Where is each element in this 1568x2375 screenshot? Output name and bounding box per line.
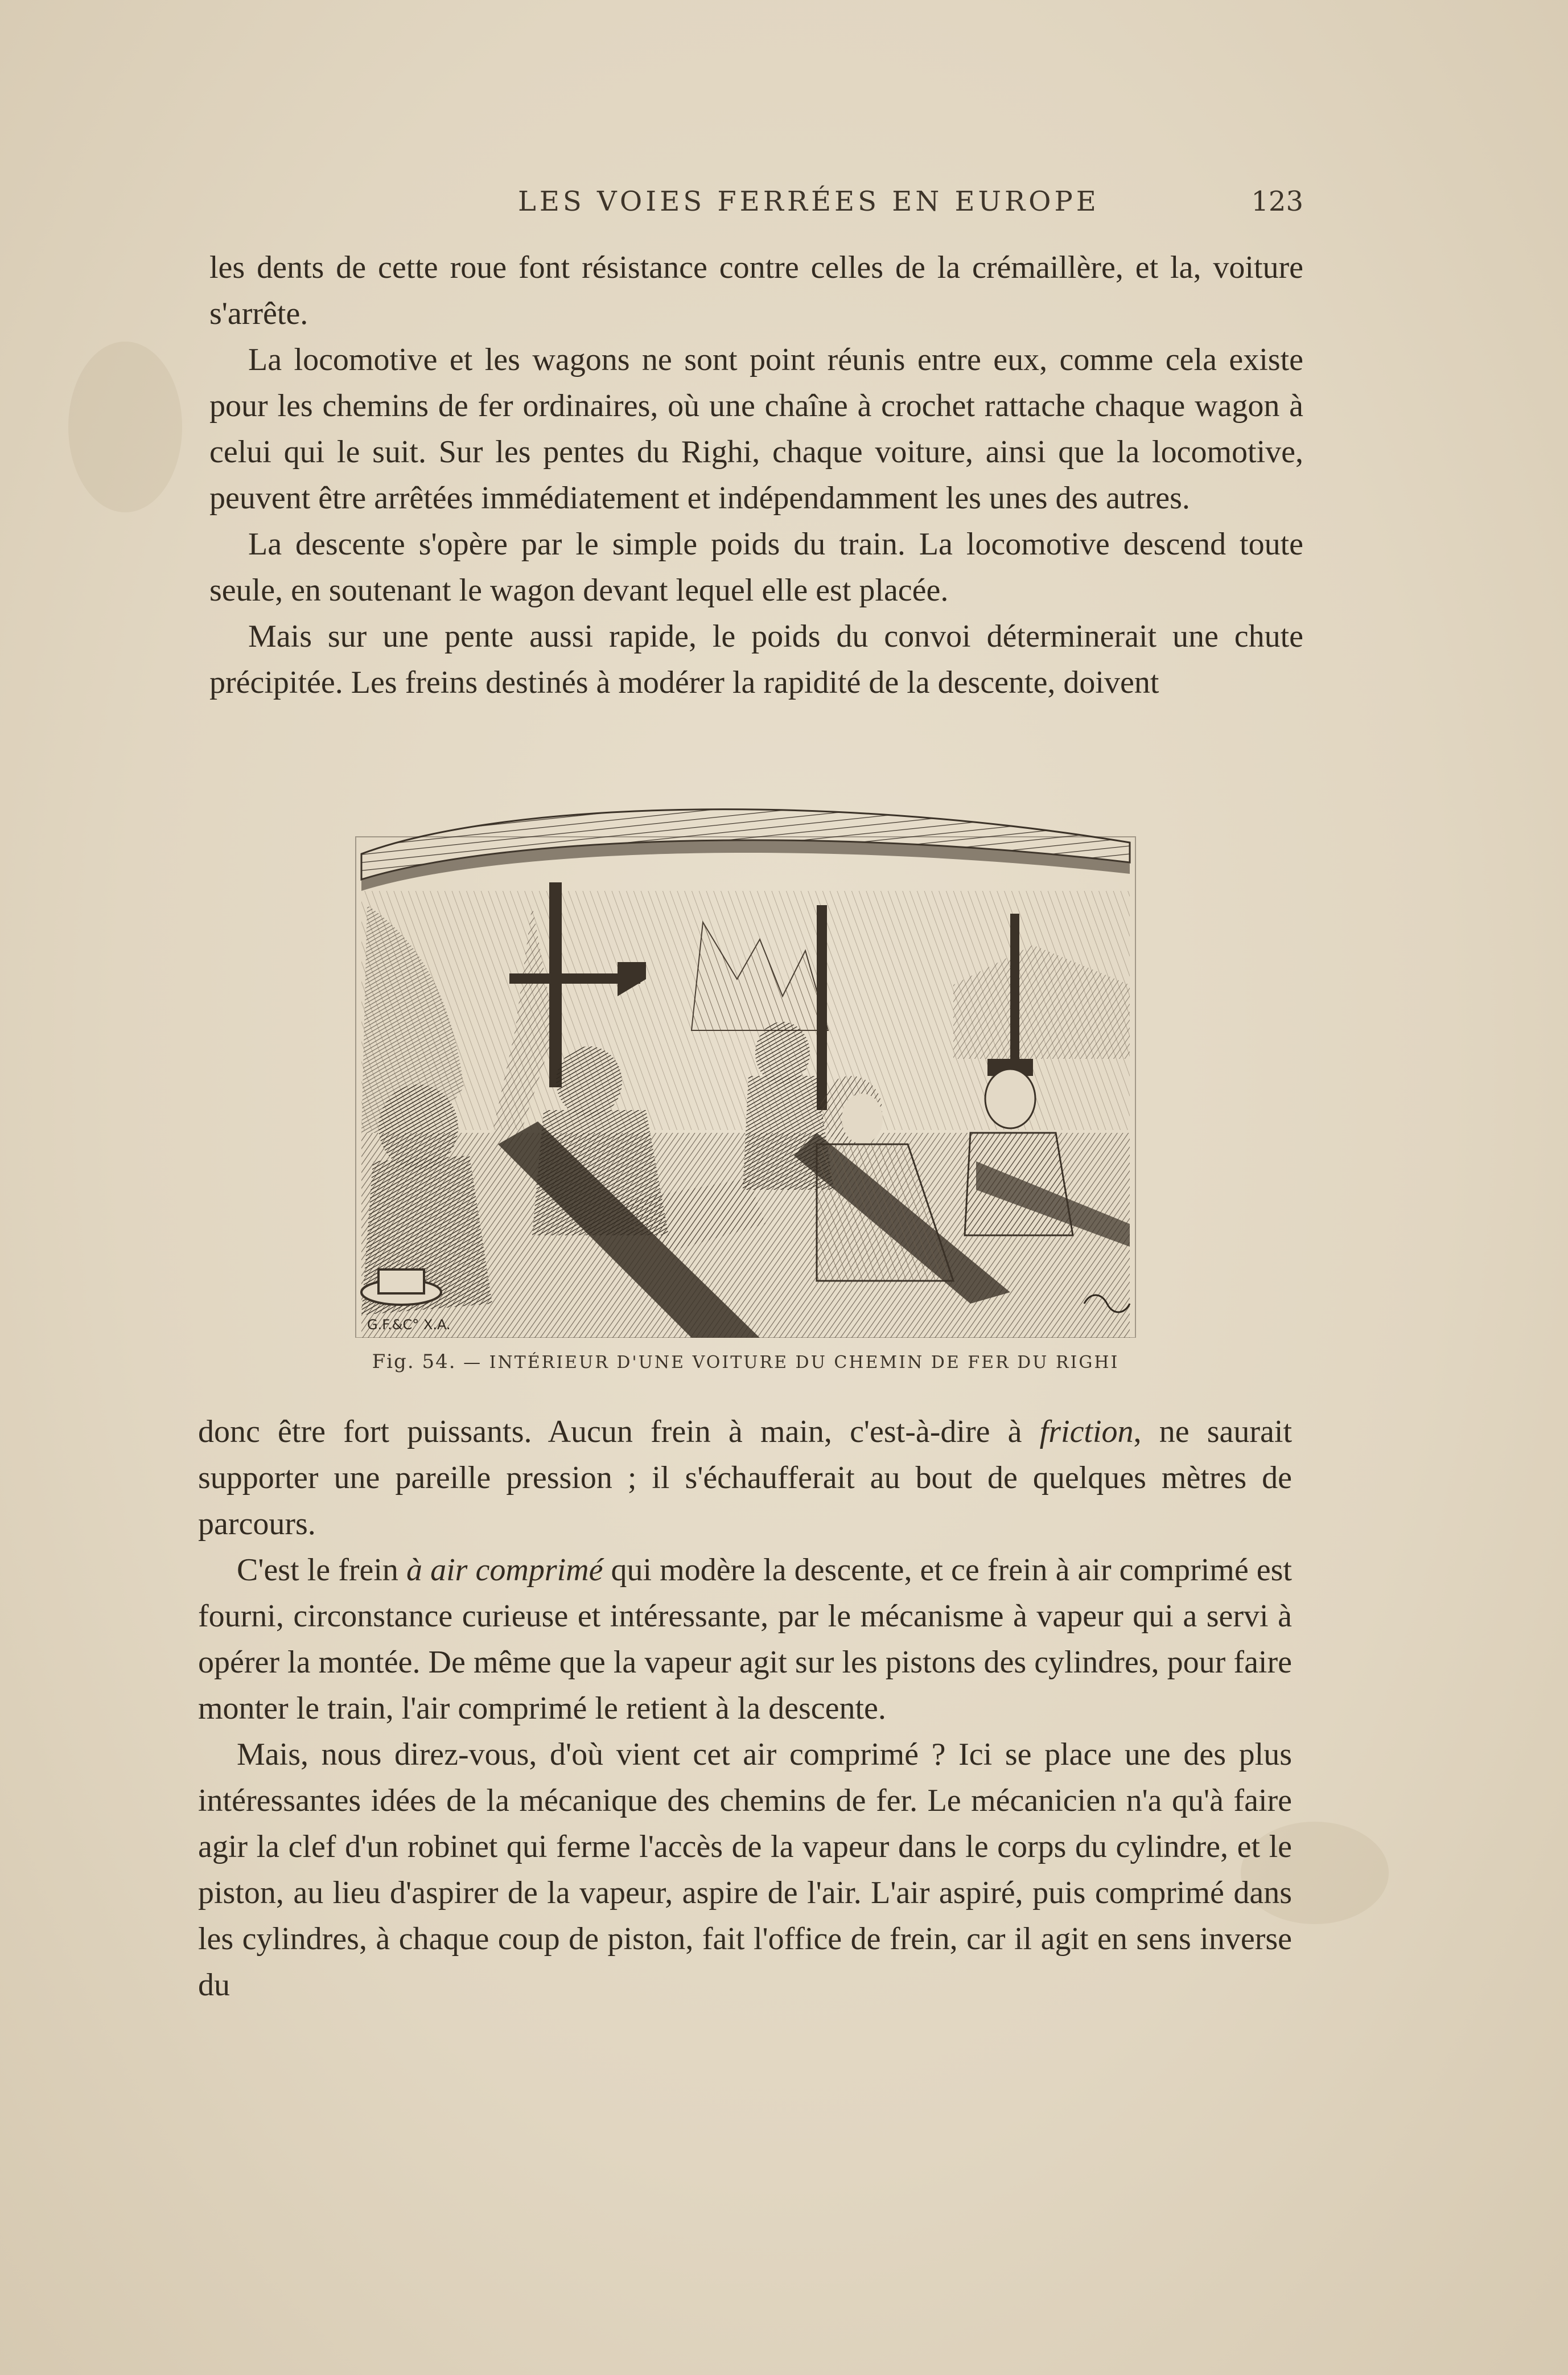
paragraph-text: , ne saurait supporter une pareille pression ; il s'échaufferait au bout de quelques mètres de parcours.: [198, 1414, 1293, 1542]
paragraph-text: donc être fort puissants. Aucun frein à main, c'est-à-dire à: [198, 1414, 1040, 1449]
figure-label: Fig. 54.: [372, 1350, 456, 1373]
text-block-top: [209, 245, 1303, 706]
paragraph: La descente s'opère par le simple poids du train. La locomotive descend toute seule, en soutenant le wagon devant lequel elle est placée.: [209, 527, 1303, 608]
figure-caption: [341, 1350, 1150, 1373]
paragraph: les dents de cette roue font résistance contre celles de la crémaillère, et la, voiture s'arrête.: [209, 250, 1303, 331]
paragraph: Mais sur une pente aussi rapide, le poids du convoi déterminerait une chute précipitée. Les freins destinés à modérer la rapidité de la descente, doivent: [209, 619, 1303, 700]
paragraph-text: qui modère la descente, et ce frein à air comprimé est fourni, circonstance curieuse et intéressante, par le mécanisme à vapeur qui a servi à opérer la montée. De même que la vapeur agit sur les pistons des cylindres, pour faire monter le train, l'air comprimé le retient à la descente.: [198, 1552, 1292, 1726]
page-number: 123: [1251, 186, 1303, 217]
engraver-signature: G.F.&C° X.A.: [367, 1317, 451, 1333]
paragraph-text: C'est le frein: [237, 1552, 407, 1588]
engraving-figure: [350, 791, 1141, 1338]
italic-term: à air comprimé: [406, 1552, 603, 1588]
italic-term: friction: [1039, 1414, 1134, 1449]
text-block-bottom: [198, 1409, 1292, 2008]
paragraph: [198, 1409, 1292, 1547]
railway-car-interior-engraving: [350, 791, 1141, 1338]
paragraph: La locomotive et les wagons ne sont point réunis entre eux, comme cela existe pour les chemins de fer ordinaires, où une chaîne à crochet rattache chaque wagon à celui qui le suit. Sur les pentes du Righi, chaque voiture, ainsi que la locomotive, peuvent être arrêtées immédiatement et indépendamment les unes des autres.: [209, 342, 1303, 516]
paragraph: [198, 1547, 1292, 1732]
figure-caption-text: — INTÉRIEUR D'UNE VOITURE DU CHEMIN DE FER DU RIGHI: [463, 1353, 1120, 1373]
page-header: [211, 181, 1303, 227]
running-title: LES VOIES FERRÉES EN EUROPE: [518, 186, 1100, 217]
paper-stain: [68, 342, 182, 512]
paragraph: Mais, nous direz-vous, d'où vient cet air comprimé ? Ici se place une des plus intéressantes idées de la mécanique des chemins de fer. Le mécanicien n'a qu'à faire agir la clef d'un robinet qui ferme l'accès de la vapeur dans le corps du cylindre, et le piston, au lieu d'aspirer de la vapeur, aspire de l'air. L'air aspiré, puis comprimé dans les cylindres, à chaque coup de piston, fait l'office de frein, car il agit en sens inverse du: [198, 1737, 1292, 2003]
